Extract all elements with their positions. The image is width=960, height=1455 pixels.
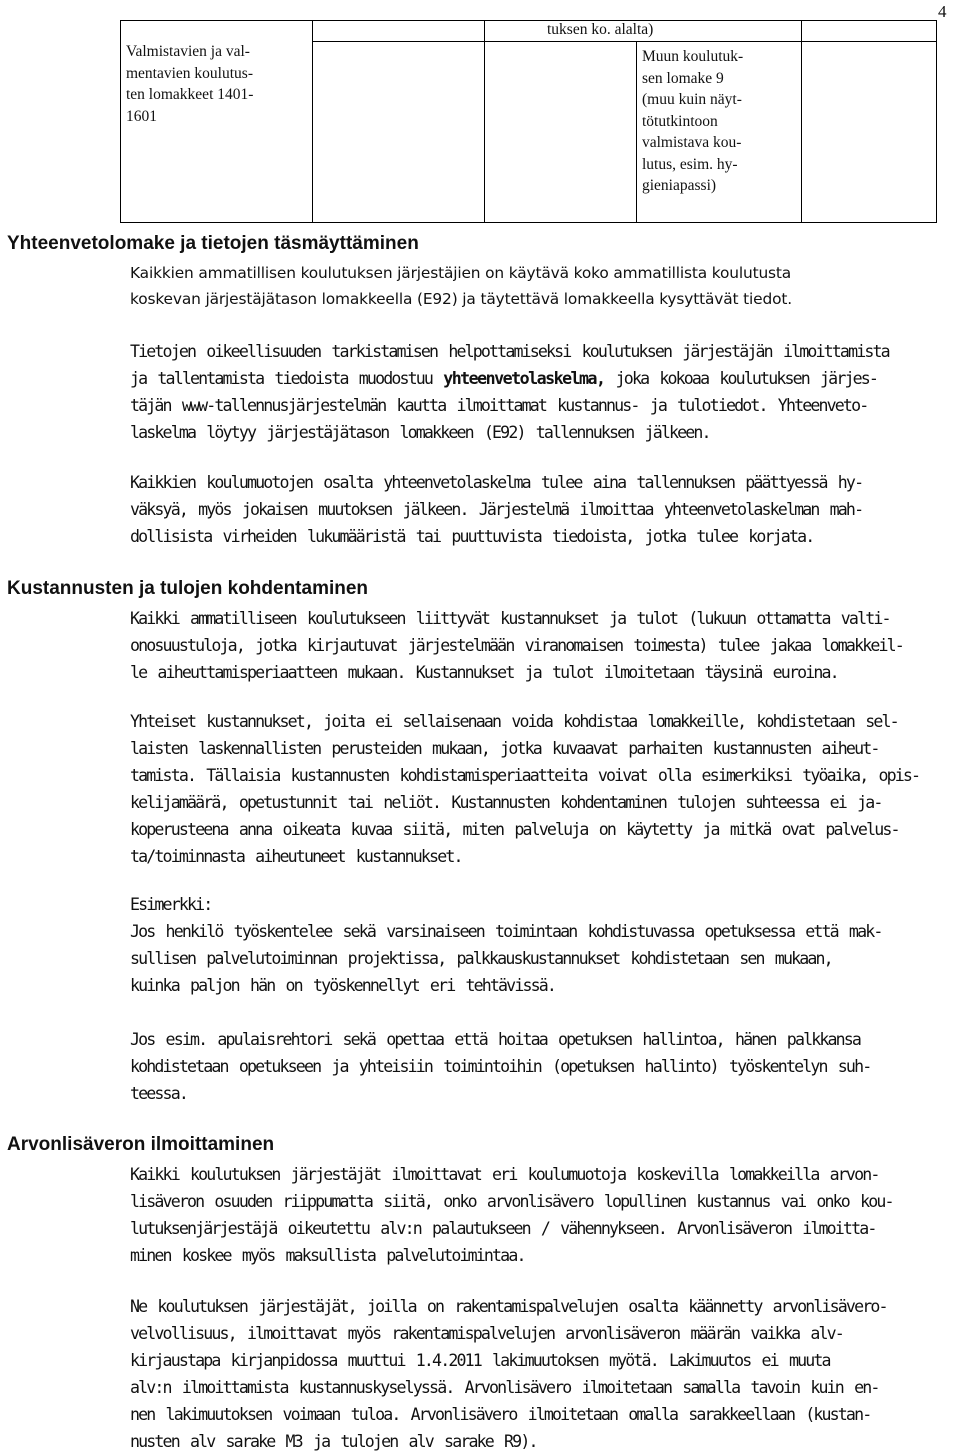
table-cell xyxy=(802,21,937,42)
paragraph-text: joka kokoaa koulutuksen järjes- täjän www-tallennusjärjestelmän kautta ilmoittamat kustannus- ja tulotiedot. Yhteenveto- laskelma löytyy järjestäjätason lomakkeen (E92) tallennuksen jälkeen. xyxy=(130,369,878,442)
table-cell: tuksen ko. alalta) xyxy=(485,21,802,42)
table-cell xyxy=(313,42,485,223)
paragraph: Ne koulutuksen järjestäjät, joilla on rakentamispalvelujen osalta käännetty arvonlisävero- velvollisuus, ilmoittavat myös rakentamispalvelujen arvonlisäveron määrän vaikka alv- kirjaustapa kirjanpidossa muuttui 1.4.2011 lakimuutoksen myötä. Lakimuutos ei muuta alv:n ilmoittamista kustannuskyselyssä. Arvonlisävero ilmoitetaan samalla tavoin kuin en- nen lakimuutoksen voimaan tuloa. Arvonlisävero ilmoitetaan omalla sarakkeellaan (kustan- nusten alv sarake M3 ja tulojen alv sarake R9). xyxy=(130,1297,887,1451)
table-cell xyxy=(802,42,937,223)
table-row xyxy=(121,21,937,42)
bold-term: yhteenvetolaskelma, xyxy=(443,369,605,388)
paragraph: Jos esim. apulaisrehtori sekä opettaa että hoitaa opetuksen hallintoa, hänen palkkansa kohdistetaan opetukseen ja yhteisiin toimintoihin (opetuksen hallinto) työskentelyn suh- teessa. xyxy=(130,1030,871,1103)
forms-table xyxy=(120,20,937,223)
paragraph-text: Tietojen oikeellisuuden tarkistamisen helpottamiseksi koulutuksen järjestäjän ilmoittamista ja tallentamista tiedoista muodostuu xyxy=(130,342,889,388)
paragraph: Kaikki ammatilliseen koulutukseen liittyvät kustannukset ja tulot (lukuun ottamatta valti- onosuustuloja, jotka kirjautuvat järjestelmään viranomaisen toimesta) tulee jakaa lomakkeil- le aiheuttamisperiaatteen mukaan. Kustannukset ja tulot ilmoitetaan täysinä euroina. xyxy=(130,609,903,682)
table-cell xyxy=(637,42,802,223)
table-cell-text: Muun koulutuk- sen lomake 9 (muu kuin näyt- tötutkintoon valmistava kou- lutus, esim. hy- gieniapassi) xyxy=(642,48,744,194)
section-heading: Yhteenvetolomake ja tietojen täsmäyttäminen xyxy=(7,233,419,254)
table-cell xyxy=(313,21,485,42)
page-number: 4 xyxy=(938,2,947,21)
table-cell-text: Valmistavien ja val- mentavien koulutus- ten lomakkeet 1401- 1601 xyxy=(126,43,254,125)
table-cell xyxy=(485,42,637,223)
paragraph: Esimerkki: Jos henkilö työskentelee sekä varsinaiseen toimintaan kohdistuvassa opetuksessa että mak- sullisen palvelutoiminnan projektissa, palkkauskustannukset kohdistetaan sen mukaan, kuinka paljon hän on työskennellyt eri tehtävissä. xyxy=(130,895,882,995)
paragraph: Kaikkien koulumuotojen osalta yhteenvetolaskelma tulee aina tallennuksen päättyessä hy- väksyä, myös jokaisen muutoksen jälkeen. Järjestelmä ilmoittaa yhteenvetolaskelman mah- dollisista virheiden lukumääristä tai puuttuvista tiedoista, jotka tulee korjata. xyxy=(130,473,863,546)
paragraph: Yhteiset kustannukset, joita ei sellaisenaan voida kohdistaa lomakkeille, kohdistetaan sel- laisten laskennallisten perusteiden mukaan, jotka kuvaavat parhaiten kustannusten aiheut- tamista. Tällaisia kustannusten kohdistamisperiaatteita voivat olla esimerkiksi työaika, opis- kelijamäärä, opetustunnit tai neliöt. Kustannusten kohdentaminen tulojen suhteessa ei ja- koperusteena anna oikeata kuvaa siitä, miten palveluja on käytetty ja mitkä ovat palvelus- ta/toiminnasta aiheutuneet kustannukset. xyxy=(130,712,920,866)
paragraph: Kaikkien ammatillisen koulutuksen järjestäjien on käytävä koko ammatillista koulutusta koskevan järjestäjätason lomakkeella (E92) ja täytettävä lomakkeella kysyttävät tiedot. xyxy=(130,264,792,308)
section-heading: Kustannusten ja tulojen kohdentaminen xyxy=(7,578,369,599)
paragraph xyxy=(130,338,960,446)
paragraph: Kaikki koulutuksen järjestäjät ilmoittavat eri koulumuotoja koskevilla lomakkeilla arvon- lisäveron osuuden riippumatta siitä, onko arvonlisävero lopullinen kustannus vai onko kou- lutuksenjärjestäjä oikeutettu alv:n palautukseen / vähennykseen. Arvonlisäveron ilmoitta- minen koskee myös maksullista palvelutoimintaa. xyxy=(130,1165,893,1265)
table-cell xyxy=(121,21,313,223)
section-heading: Arvonlisäveron ilmoittaminen xyxy=(7,1134,275,1155)
